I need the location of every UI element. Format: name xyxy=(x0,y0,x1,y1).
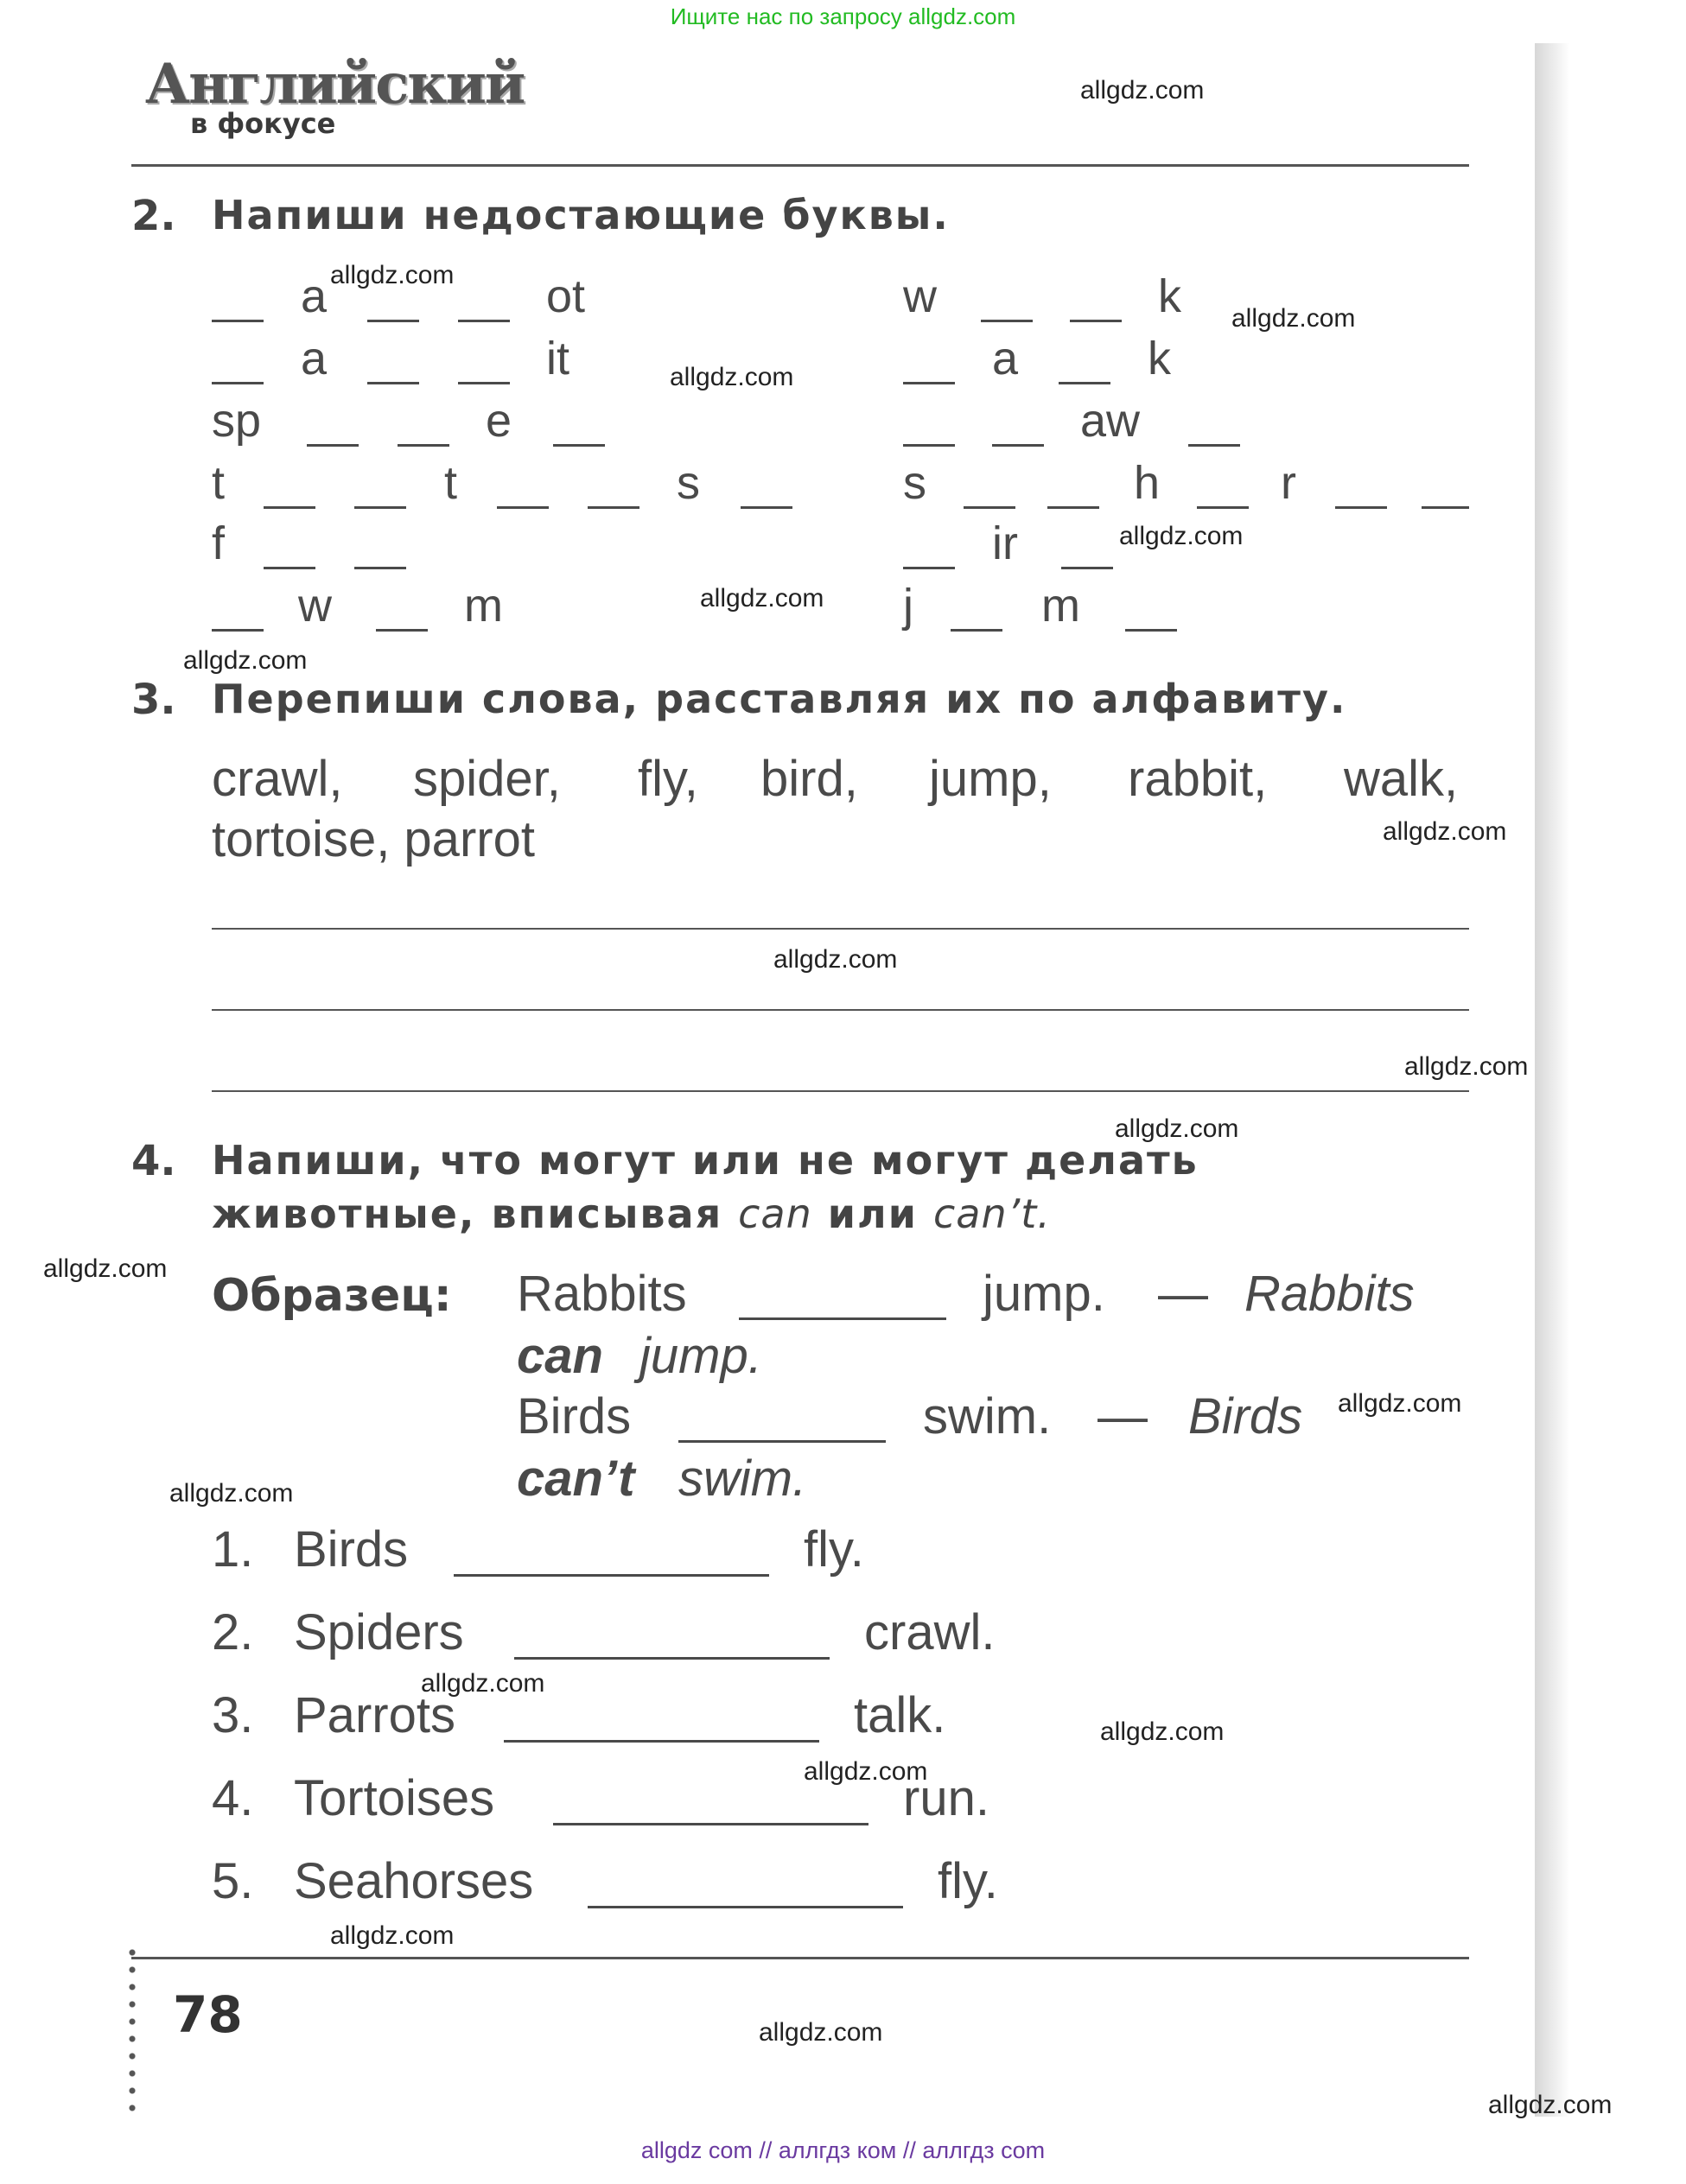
page-number: 78 xyxy=(173,1985,243,2044)
letter-fragment: aw xyxy=(1080,395,1141,447)
letter-blank[interactable] xyxy=(1125,629,1177,632)
task2-title: Напиши недостающие буквы. xyxy=(212,192,950,238)
letter-blank[interactable] xyxy=(1188,444,1240,447)
item-subject: Birds xyxy=(294,1521,409,1578)
example-dash: — xyxy=(1097,1388,1148,1444)
letter-fragment: a xyxy=(301,270,328,322)
title-text: животные, вписывая xyxy=(212,1190,723,1237)
example-modal: can’t xyxy=(517,1451,635,1507)
letter-fragment: e xyxy=(486,395,512,447)
answer-line[interactable] xyxy=(212,1090,1469,1092)
watermark: allgdz.com xyxy=(773,945,898,974)
watermark: allgdz.com xyxy=(670,363,794,391)
watermark: allgdz.com xyxy=(330,261,455,289)
example-subject: Rabbits xyxy=(517,1266,687,1322)
watermark: allgdz.com xyxy=(330,1921,455,1950)
letter-blank[interactable] xyxy=(964,506,1015,509)
example-answer-verb: jump. xyxy=(639,1328,762,1384)
letter-blank[interactable] xyxy=(458,382,510,384)
letter-blank[interactable] xyxy=(1335,506,1387,509)
letter-fragment: a xyxy=(301,333,328,384)
letter-blank[interactable] xyxy=(903,567,955,569)
letter-blank[interactable] xyxy=(981,320,1033,322)
letter-blank[interactable] xyxy=(1047,506,1099,509)
letter-blank[interactable] xyxy=(367,320,419,322)
watermark: allgdz.com xyxy=(1231,304,1356,333)
item-verb: fly. xyxy=(804,1521,864,1578)
title-cant: can’t. xyxy=(932,1190,1051,1237)
item-answer-blank[interactable] xyxy=(454,1574,769,1577)
watermark: allgdz.com xyxy=(1115,1114,1239,1143)
letter-blank[interactable] xyxy=(1422,506,1469,509)
letter-fragment: m xyxy=(1041,580,1080,632)
title-or: или xyxy=(827,1190,918,1237)
task3-title: Перепиши слова, расставляя их по алфавиту. xyxy=(212,676,1347,722)
task4-title-line1: Напиши, что могут или не могут делать xyxy=(212,1137,1199,1184)
watermark: allgdz.com xyxy=(759,2018,883,2047)
letter-fragment: k xyxy=(1148,333,1171,384)
letter-blank[interactable] xyxy=(458,320,510,322)
word: rabbit, xyxy=(1128,751,1268,807)
letter-blank[interactable] xyxy=(354,506,406,509)
watermark: allgdz.com xyxy=(43,1254,168,1283)
item-number: 4. xyxy=(212,1770,254,1826)
word-line-2: tortoise, parrot xyxy=(212,811,535,867)
answer-line[interactable] xyxy=(212,928,1469,930)
example-blank xyxy=(739,1317,946,1320)
letter-fragment: w xyxy=(298,580,332,632)
watermark: allgdz.com xyxy=(421,1669,545,1698)
letter-blank[interactable] xyxy=(398,444,449,447)
example-answer: Rabbits xyxy=(1244,1266,1415,1322)
letter-fragment: sp xyxy=(212,395,262,447)
item-verb: run. xyxy=(903,1770,989,1826)
item-answer-blank[interactable] xyxy=(588,1906,903,1908)
example-label: Образец: xyxy=(212,1270,452,1322)
letter-fragment: a xyxy=(992,333,1019,384)
letter-blank[interactable] xyxy=(212,320,264,322)
letter-blank[interactable] xyxy=(1061,567,1113,569)
item-subject: Seahorses xyxy=(294,1853,534,1909)
letter-fragment: t xyxy=(212,457,226,509)
word: crawl, xyxy=(212,751,343,807)
letter-blank[interactable] xyxy=(264,567,315,569)
watermark: allgdz.com xyxy=(1338,1389,1462,1418)
letter-blank[interactable] xyxy=(354,567,406,569)
word: fly, xyxy=(638,751,698,807)
letter-fragment: ot xyxy=(546,270,586,322)
letter-fragment: it xyxy=(546,333,569,384)
watermark: allgdz.com xyxy=(183,646,308,675)
watermark: allgdz.com xyxy=(700,584,824,613)
watermark: allgdz.com xyxy=(1080,76,1205,105)
letter-fragment: s xyxy=(677,457,700,509)
item-number: 3. xyxy=(212,1687,254,1743)
letter-fragment: s xyxy=(903,457,926,509)
letter-fragment: f xyxy=(212,517,226,569)
title-can: can xyxy=(738,1190,812,1237)
item-verb: crawl. xyxy=(864,1604,996,1660)
letter-blank[interactable] xyxy=(741,506,792,509)
letter-blank[interactable] xyxy=(212,629,264,632)
answer-line[interactable] xyxy=(212,1009,1469,1011)
watermark: allgdz.com xyxy=(1119,522,1244,550)
letter-blank[interactable] xyxy=(588,506,639,509)
word: spider, xyxy=(413,751,561,807)
letter-fragment: j xyxy=(903,580,913,632)
item-subject: Tortoises xyxy=(294,1770,495,1826)
watermark: allgdz.com xyxy=(1383,817,1507,846)
footer-rule xyxy=(131,1957,1469,1959)
bottom-banner: allgdz com // аллгдз ком // аллгдз com xyxy=(640,2137,1046,2163)
item-verb: fly. xyxy=(938,1853,998,1909)
top-banner: Ищите нас по запросу allgdz.com xyxy=(670,3,1016,29)
letter-fragment: ir xyxy=(992,517,1018,569)
letter-blank[interactable] xyxy=(992,444,1044,447)
letter-blank[interactable] xyxy=(497,506,549,509)
watermark: allgdz.com xyxy=(1488,2091,1613,2119)
example-subject: Birds xyxy=(517,1388,632,1444)
example-blank xyxy=(678,1440,886,1443)
item-subject: Spiders xyxy=(294,1604,464,1660)
example-verb: jump. xyxy=(983,1266,1105,1322)
watermark: allgdz.com xyxy=(1100,1717,1225,1746)
word: jump, xyxy=(929,751,1052,807)
letter-fragment: t xyxy=(444,457,458,509)
example-dash: — xyxy=(1158,1266,1208,1322)
item-number: 2. xyxy=(212,1604,254,1660)
letter-fragment: k xyxy=(1158,270,1181,322)
example-answer-verb: swim. xyxy=(678,1451,807,1507)
watermark: allgdz.com xyxy=(804,1757,928,1786)
letter-fragment: r xyxy=(1281,457,1296,509)
logo-subtitle: в фокусе xyxy=(190,107,336,140)
letter-blank[interactable] xyxy=(553,444,605,447)
example-answer: Birds xyxy=(1188,1388,1303,1444)
item-subject: Parrots xyxy=(294,1687,455,1743)
watermark: allgdz.com xyxy=(1404,1052,1529,1081)
example-modal: can xyxy=(517,1328,603,1384)
letter-blank[interactable] xyxy=(376,629,428,632)
item-verb: talk. xyxy=(854,1687,946,1743)
letter-blank[interactable] xyxy=(951,629,1002,632)
letter-blank[interactable] xyxy=(212,382,264,384)
task3-number: 3. xyxy=(131,676,176,724)
letter-blank[interactable] xyxy=(307,444,359,447)
letter-blank[interactable] xyxy=(367,382,419,384)
item-answer-blank[interactable] xyxy=(504,1740,819,1743)
dotted-margin xyxy=(128,1944,137,2117)
item-number: 5. xyxy=(212,1853,254,1909)
logo-title: Английский xyxy=(145,52,525,117)
item-answer-blank[interactable] xyxy=(514,1657,830,1660)
task4-title-line2 xyxy=(212,1190,1051,1237)
word: walk, xyxy=(1344,751,1459,807)
item-answer-blank[interactable] xyxy=(553,1823,868,1825)
letter-blank[interactable] xyxy=(903,444,955,447)
header-rule xyxy=(131,164,1469,167)
word: bird, xyxy=(760,751,858,807)
letter-blank[interactable] xyxy=(1059,382,1110,384)
example-verb: swim. xyxy=(923,1388,1052,1444)
page-edge-shadow xyxy=(1535,43,1569,2117)
letter-blank[interactable] xyxy=(264,506,315,509)
letter-blank[interactable] xyxy=(903,382,955,384)
letter-fragment: w xyxy=(903,270,937,322)
watermark: allgdz.com xyxy=(169,1479,294,1508)
letter-fragment: h xyxy=(1134,457,1161,509)
item-number: 1. xyxy=(212,1521,254,1578)
task4-number: 4. xyxy=(131,1137,176,1185)
task2-number: 2. xyxy=(131,192,176,240)
letter-blank[interactable] xyxy=(1070,320,1122,322)
letter-blank[interactable] xyxy=(1197,506,1249,509)
letter-fragment: m xyxy=(464,580,503,632)
